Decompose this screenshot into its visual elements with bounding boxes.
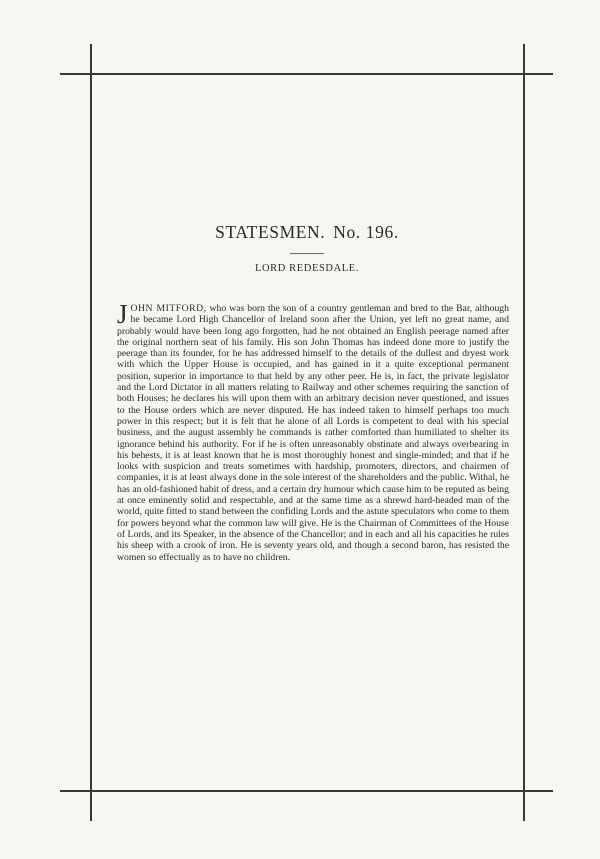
article-text: who was born the son of a country gentleman and bred to the Bar, although he became Lord High Chancellor of Ireland soon after the Union, yet left no great name, and probably would have been long ago forgotten, had he not obtained an English peerage named after the original northern seat of his family. His son John Thomas has indeed done more to justify the peerage than its founder, for he has addressed himself to the details of the dullest and dryest work with which the Upper House is occupied, and has gained in it a quite exceptional permanent position, superior in importance to that held by any other peer. He is, in fact, the private legislator and the Lord Dictator in all matters relating to Railway and other schemes requiring the sanction of both Houses; he declares his will upon them with an arbitrary decision never questioned, and issues to the House orders which are never disputed. He has indeed taken to himself perhaps too much power in this respect; but it is felt that he alone of all Lords is competent to deal with his special business, and the august assembly he commands is rather comforted than humiliated to shelter its ignorance behind his authority. For if he is often unreasonably obstinate and always overbearing in his behests, it is at least known that he is most thoroughly honest and single-minded; and that if he looks with suspicion and treats sometimes with hardship, promoters, directors, and chairmen of companies, it is at least always done in the sole interest of the shareholders and the public. Withal, he has an old-fashioned habit of dress, and a certain dry humour which cause him to be reputed as being at once eminently solid and respectable, and at the same time as a shrewd hard-headed man of the world, quite fitted to stand between the confiding Lords and the astute speculators who come to them for powers beyond what the common law will give. He is the Chairman of Committees of the House of Lords, and its Speaker, in the absence of the Chancellor; and in each and all his capacities he rules his sheep with a crook of iron. He is seventy years old, and though a second baron, has resisted the women so effectually as to have no children. xyxy=(117,303,509,563)
article-lead: OHN MITFORD, xyxy=(130,303,207,314)
series-title: STATESMEN. xyxy=(215,222,326,242)
drop-cap: J xyxy=(117,299,128,329)
article-body xyxy=(117,299,509,563)
page-title xyxy=(92,222,522,243)
frame-top-rule xyxy=(60,73,553,75)
series-number: No. 196. xyxy=(333,222,399,242)
title-divider xyxy=(290,253,324,254)
frame-bottom-rule xyxy=(60,790,553,792)
frame-right-rule xyxy=(523,44,525,821)
subject-name: LORD REDESDALE. xyxy=(254,263,360,274)
frame-left-rule xyxy=(90,44,92,821)
